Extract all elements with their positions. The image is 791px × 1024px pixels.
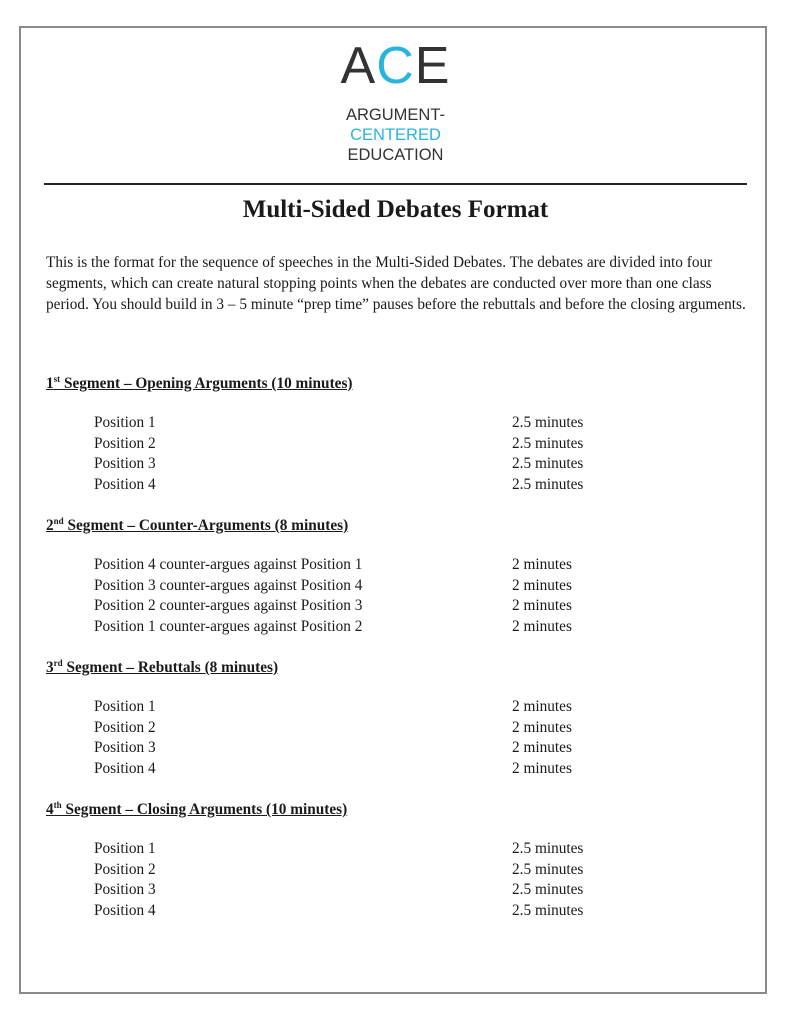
header-divider xyxy=(44,183,747,185)
speech-position: Position 4 xyxy=(94,759,156,777)
speech-row xyxy=(46,476,746,497)
speech-duration: 2.5 minutes xyxy=(512,414,584,431)
segment-ordinal-suffix: rd xyxy=(53,657,63,668)
logo-line-argument: ARGUMENT- xyxy=(346,106,445,124)
segment-heading xyxy=(46,658,746,678)
logo-line-centered: CENTERED xyxy=(350,126,441,144)
segment-heading-text: Segment – Counter-Arguments (8 minutes) xyxy=(63,517,349,534)
speech-position: Position 1 xyxy=(94,698,156,715)
speech-duration: 2.5 minutes xyxy=(512,455,584,472)
speech-position: Position 2 xyxy=(94,860,156,878)
logo-letter-a: A xyxy=(340,37,377,95)
speech-duration: 2.5 minutes xyxy=(512,475,584,493)
speech-duration: 2 minutes xyxy=(512,739,572,756)
speech-duration: 2 minutes xyxy=(512,617,572,635)
speech-row xyxy=(46,739,746,760)
segment-heading-text: Segment – Closing Arguments (10 minutes) xyxy=(61,801,348,818)
speech-duration: 2 minutes xyxy=(512,576,572,594)
segment-3 xyxy=(46,658,746,780)
speech-duration: 2.5 minutes xyxy=(512,840,584,857)
segment-heading xyxy=(46,374,746,394)
speech-position: Position 3 xyxy=(94,881,156,898)
speech-list xyxy=(46,414,746,496)
speech-position: Position 3 counter-argues against Position 4 xyxy=(94,576,363,594)
segment-2 xyxy=(46,516,746,638)
speech-duration: 2.5 minutes xyxy=(512,881,584,898)
speech-row xyxy=(46,719,746,740)
speech-row xyxy=(46,414,746,435)
segment-number: 4 xyxy=(46,801,54,818)
speech-list xyxy=(46,840,746,922)
speech-duration: 2 minutes xyxy=(512,698,572,715)
speech-duration: 2 minutes xyxy=(512,597,572,614)
speech-position: Position 1 counter-argues against Position 2 xyxy=(94,617,363,635)
segment-heading xyxy=(46,800,746,820)
segment-heading-text: Segment – Rebuttals (8 minutes) xyxy=(62,659,279,676)
speech-duration: 2 minutes xyxy=(512,556,572,573)
segment-heading xyxy=(46,516,746,536)
speech-row xyxy=(46,760,746,781)
speech-position: Position 3 xyxy=(94,455,156,472)
speech-duration: 2 minutes xyxy=(512,718,572,736)
segment-ordinal-suffix: th xyxy=(53,799,62,810)
speech-row xyxy=(46,577,746,598)
logo-letter-e: E xyxy=(414,37,451,95)
speech-duration: 2.5 minutes xyxy=(512,434,584,452)
segment-ordinal-suffix: nd xyxy=(53,515,64,526)
speech-position: Position 3 xyxy=(94,739,156,756)
speech-row xyxy=(46,840,746,861)
logo-mark xyxy=(0,37,791,95)
speech-list xyxy=(46,556,746,638)
speech-row xyxy=(46,556,746,577)
speech-position: Position 1 xyxy=(94,414,156,431)
speech-row xyxy=(46,861,746,882)
segment-heading-text: Segment – Opening Arguments (10 minutes) xyxy=(60,375,353,392)
speech-list xyxy=(46,698,746,780)
speech-row xyxy=(46,698,746,719)
intro-paragraph: This is the format for the sequence of speeches in the Multi-Sided Debates. The debates are divided into four segments, which can create natural stopping points when the debates are conducted over more than one class period. You should build in 3 – 5 minute “prep time” pauses before the rebuttals and before the closing arguments. xyxy=(46,254,746,313)
speech-duration: 2 minutes xyxy=(512,759,572,777)
segment-number: 2 xyxy=(46,517,54,534)
speech-position: Position 2 xyxy=(94,718,156,736)
segment-ordinal-suffix: st xyxy=(53,373,61,384)
speech-duration: 2.5 minutes xyxy=(512,860,584,878)
speech-duration: 2.5 minutes xyxy=(512,901,584,919)
speech-position: Position 4 counter-argues against Position 1 xyxy=(94,556,363,573)
logo-letter-c: C xyxy=(376,37,415,95)
logo-line-education: EDUCATION xyxy=(347,146,444,164)
speech-row xyxy=(46,597,746,618)
speech-row xyxy=(46,902,746,923)
speech-row xyxy=(46,618,746,639)
logo-wordmark xyxy=(0,105,791,165)
segment-4 xyxy=(46,800,746,922)
ace-logo xyxy=(0,37,791,165)
speech-row xyxy=(46,881,746,902)
speech-position: Position 4 xyxy=(94,901,156,919)
segment-1 xyxy=(46,374,746,496)
segment-number: 3 xyxy=(46,659,54,676)
speech-position: Position 4 xyxy=(94,475,156,493)
segment-number: 1 xyxy=(46,375,54,392)
document-title: Multi-Sided Debates Format xyxy=(242,196,549,223)
speech-position: Position 2 counter-argues against Position 3 xyxy=(94,597,363,614)
speech-row xyxy=(46,455,746,476)
speech-position: Position 2 xyxy=(94,434,156,452)
speech-position: Position 1 xyxy=(94,840,156,857)
speech-row xyxy=(46,435,746,456)
